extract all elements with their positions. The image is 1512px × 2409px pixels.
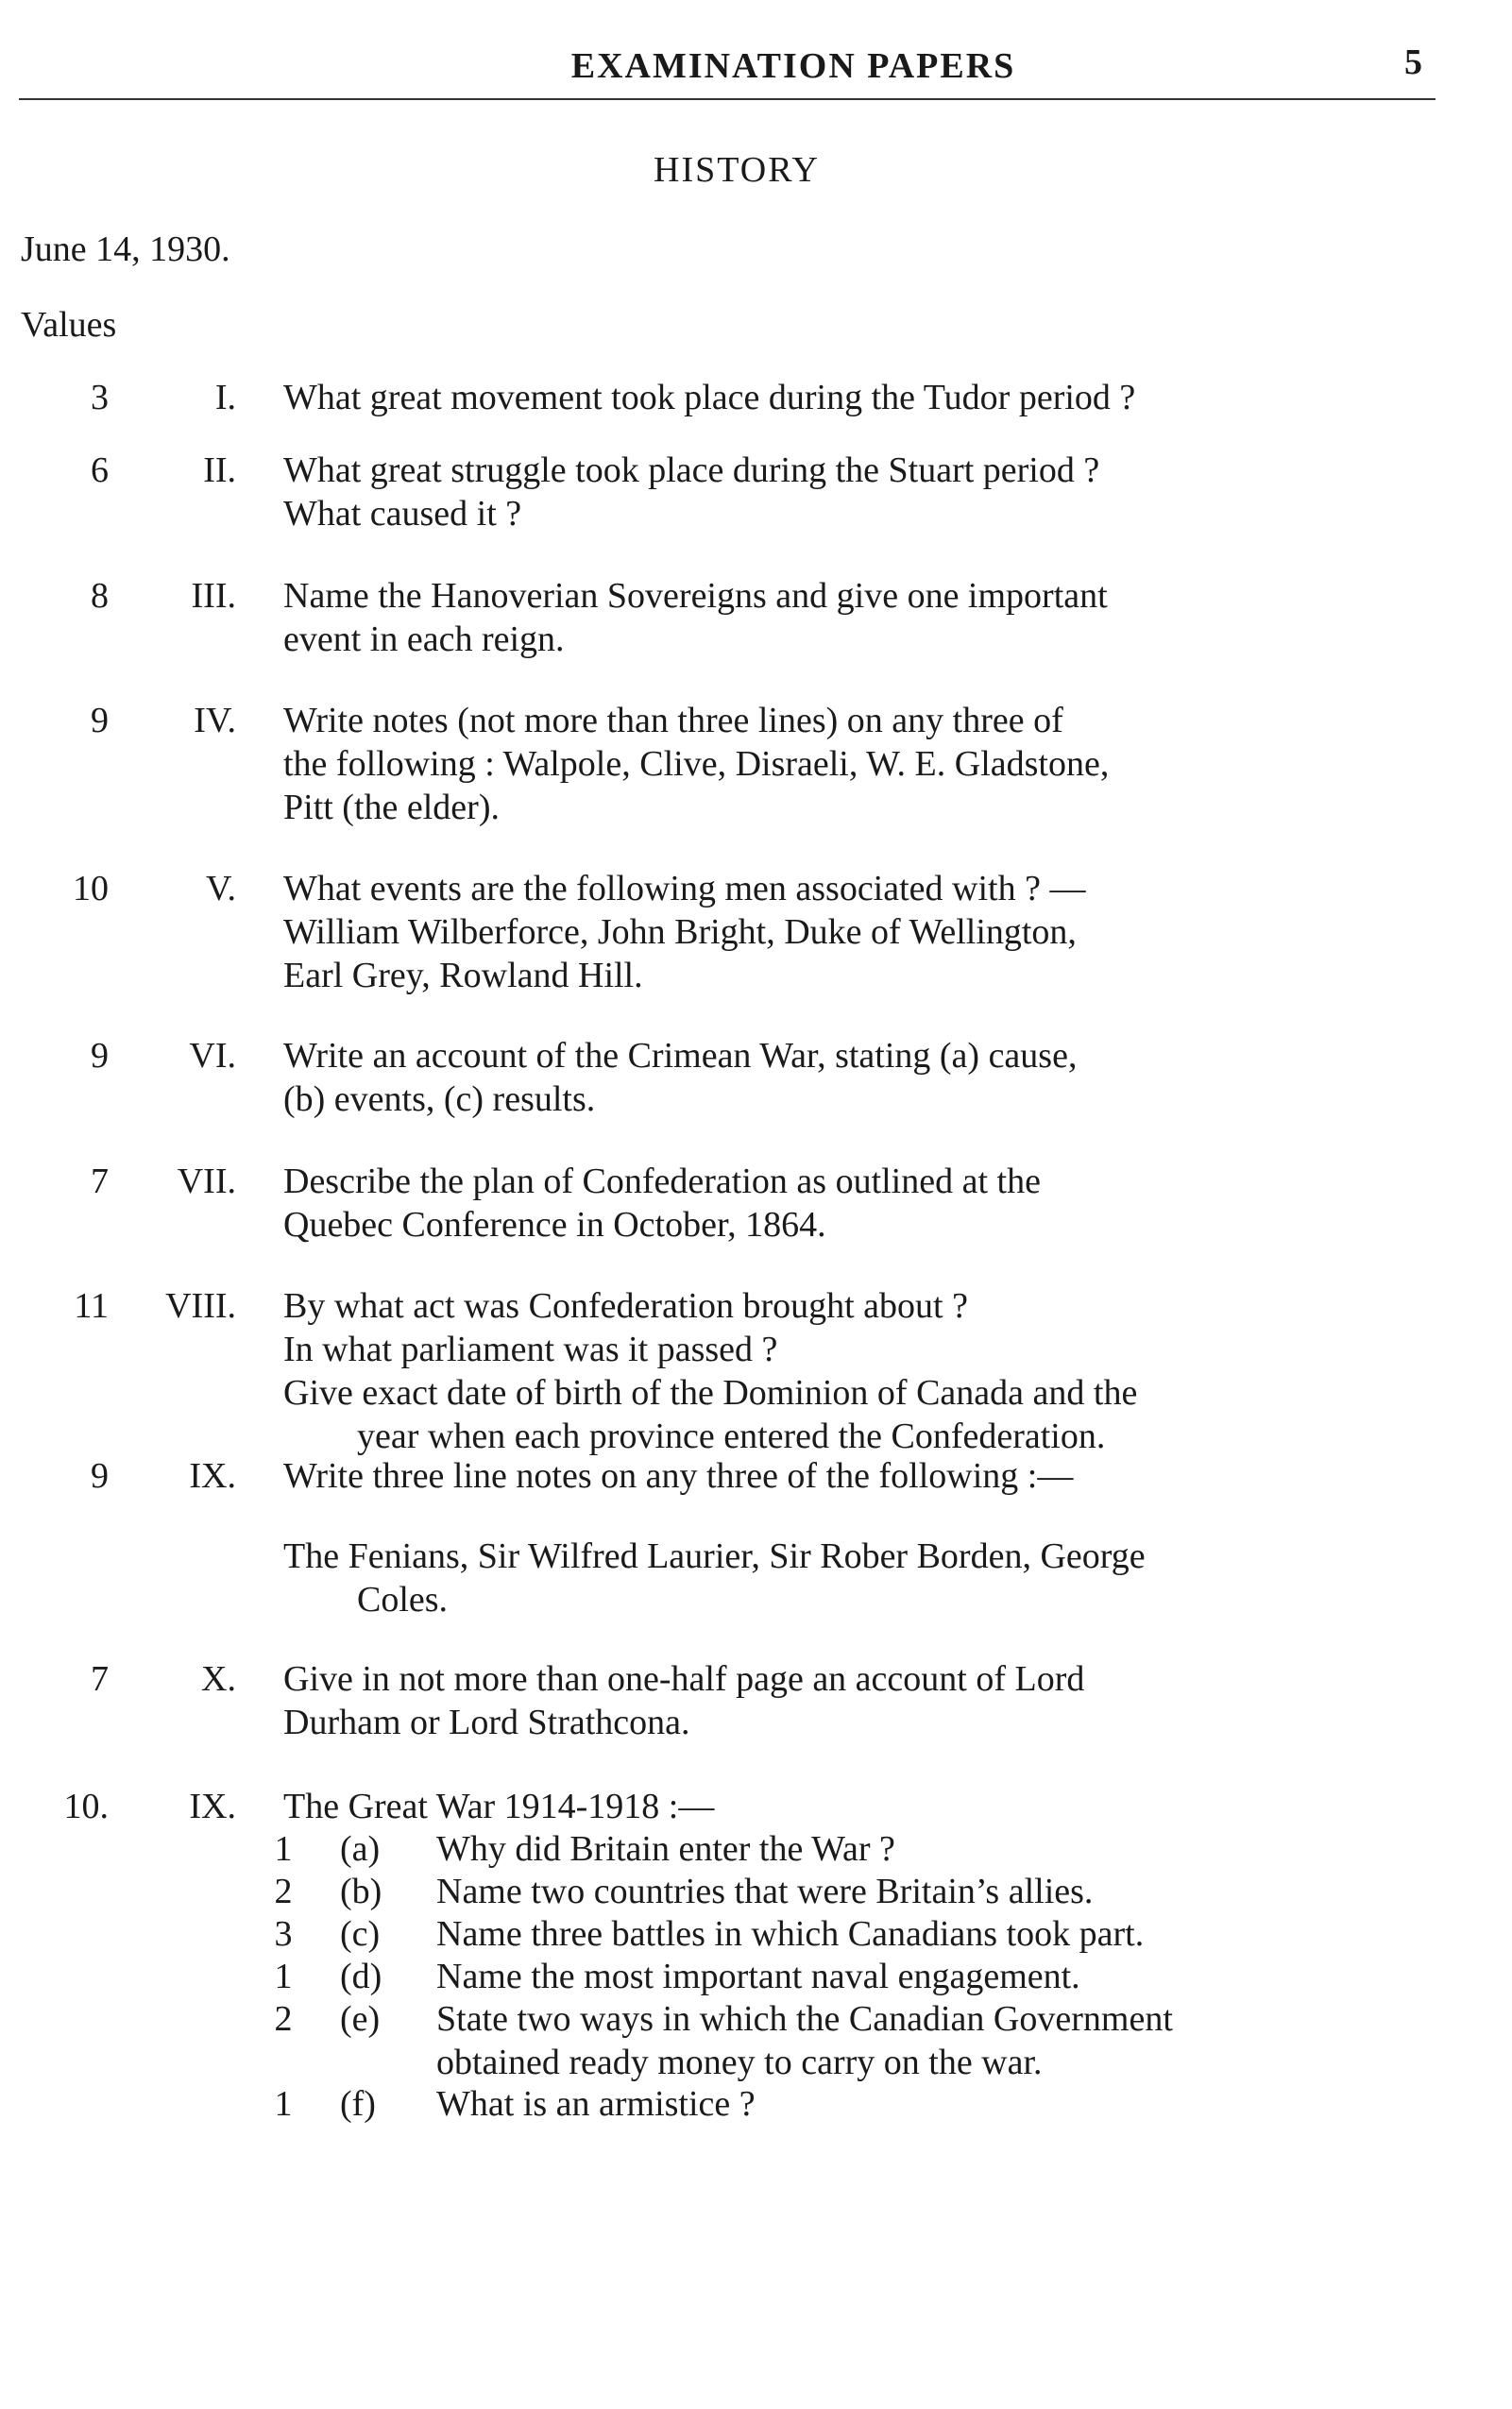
question-value: 6	[91, 450, 109, 490]
question-value: 7	[91, 1659, 109, 1699]
question-text	[283, 1160, 1431, 1247]
question-text	[283, 699, 1431, 829]
subquestion-points: 3	[274, 1914, 293, 1954]
question-line: Write three line notes on any three of the following :—	[283, 1456, 1074, 1496]
question-text	[283, 449, 1431, 535]
subquestion-text	[436, 1912, 1437, 1956]
question-number: III.	[191, 576, 236, 616]
subquestion-points: 1	[274, 1957, 293, 1996]
question-line: Describe the plan of Confederation as outlined at the	[283, 1162, 1041, 1201]
subquestion-text	[436, 1955, 1437, 1998]
page-number: 5	[1404, 42, 1422, 82]
question-value: 11	[74, 1286, 109, 1326]
exam-date: June 14, 1930.	[21, 229, 230, 269]
question-line: event in each reign.	[283, 619, 565, 659]
question-number: VIII.	[165, 1286, 236, 1326]
question-line: What events are the following men associated with ? —	[283, 869, 1086, 908]
question-line: What great movement took place during the Tudor period ?	[283, 378, 1136, 417]
question-value: 3	[91, 378, 109, 417]
question-number: II.	[203, 450, 236, 490]
question-line: Durham or Lord Strathcona.	[283, 1703, 690, 1742]
subquestion-line: Name the most important naval engagement.	[436, 1957, 1080, 1996]
question-line: Give exact date of birth of the Dominion of Canada and the	[283, 1373, 1138, 1413]
question-line: By what act was Confederation brought about ?	[283, 1286, 968, 1326]
subquestion-points: 2	[274, 1872, 293, 1911]
subquestion-points: 2	[274, 1999, 293, 2039]
subquestion-line: Name two countries that were Britain’s allies.	[436, 1872, 1094, 1911]
question-line: year when each province entered the Confederation.	[357, 1417, 1106, 1456]
question-text	[283, 867, 1431, 997]
question-text	[283, 1657, 1431, 1744]
question-text	[283, 1284, 1431, 1458]
question-line: William Wilberforce, John Bright, Duke of Wellington,	[283, 912, 1077, 952]
subquestion-letter: (e)	[340, 1999, 381, 2039]
question-number: IX.	[189, 1787, 236, 1826]
subquestion-points: 1	[274, 1829, 293, 1869]
question-value: 10	[73, 869, 109, 908]
subquestion-text	[436, 1827, 1437, 1871]
subquestion-line: Name three battles in which Canadians took part.	[436, 1914, 1145, 1954]
question-text	[283, 1535, 1431, 1621]
question-line: Pitt (the elder).	[283, 788, 500, 827]
subquestion-line: Why did Britain enter the War ?	[436, 1829, 895, 1869]
subquestion-text	[436, 2082, 1437, 2126]
header-title: EXAMINATION PAPERS	[570, 46, 1016, 86]
question-number: I.	[214, 378, 236, 417]
subquestion-line: What is an armistice ?	[436, 2084, 756, 2124]
subquestion-letter: (f)	[340, 2084, 376, 2124]
subquestion-letter: (b)	[340, 1872, 382, 1911]
question-number: IV.	[194, 701, 236, 740]
question-line: Write notes (not more than three lines) on any three of	[283, 701, 1063, 740]
question-line: Write an account of the Crimean War, stating (a) cause,	[283, 1036, 1078, 1076]
question-line: (b) events, (c) results.	[283, 1079, 596, 1119]
question-line: Earl Grey, Rowland Hill.	[283, 956, 643, 995]
question-text	[283, 1034, 1431, 1121]
subquestion-line: obtained ready money to carry on the war.	[436, 2043, 1043, 2082]
question-value: 9	[91, 1036, 109, 1076]
values-column-label: Values	[21, 305, 117, 345]
subquestion-line: State two ways in which the Canadian Government	[436, 1999, 1173, 2039]
question-line: Coles.	[357, 1580, 449, 1620]
question-value: 9	[91, 1456, 109, 1496]
question-line: The Fenians, Sir Wilfred Laurier, Sir Rober Borden, George	[283, 1536, 1146, 1576]
running-header	[19, 42, 1436, 100]
question-text	[283, 376, 1431, 419]
question-number: V.	[205, 869, 236, 908]
question-value: 10.	[63, 1787, 109, 1826]
question-line: Quebec Conference in October, 1864.	[283, 1205, 826, 1245]
subquestion-text	[436, 1870, 1437, 1913]
question-number: VII.	[177, 1162, 236, 1201]
question-value: 7	[91, 1162, 109, 1201]
question-text	[283, 1785, 1431, 1828]
question-line: In what parliament was it passed ?	[283, 1330, 778, 1369]
question-line: The Great War 1914-1918 :—	[283, 1787, 715, 1826]
question-number: X.	[201, 1659, 236, 1699]
subquestion-points: 1	[274, 2084, 293, 2124]
question-value: 9	[91, 701, 109, 740]
question-number: IX.	[189, 1456, 236, 1496]
question-number: VI.	[189, 1036, 236, 1076]
subquestion-letter: (a)	[340, 1829, 381, 1869]
question-line: What great struggle took place during the Stuart period ?	[283, 450, 1100, 490]
question-line: Give in not more than one-half page an account of Lord	[283, 1659, 1085, 1699]
subquestion-letter: (d)	[340, 1957, 382, 1996]
question-value: 8	[91, 576, 109, 616]
question-text	[283, 1454, 1431, 1498]
subquestion-text	[436, 1997, 1437, 2084]
question-line: the following : Walpole, Clive, Disraeli, W. E. Gladstone,	[283, 744, 1110, 784]
question-line: Name the Hanoverian Sovereigns and give one important	[283, 576, 1108, 616]
question-text	[283, 574, 1431, 661]
question-line: What caused it ?	[283, 494, 522, 534]
subject-heading: HISTORY	[654, 150, 820, 190]
subquestion-letter: (c)	[340, 1914, 381, 1954]
